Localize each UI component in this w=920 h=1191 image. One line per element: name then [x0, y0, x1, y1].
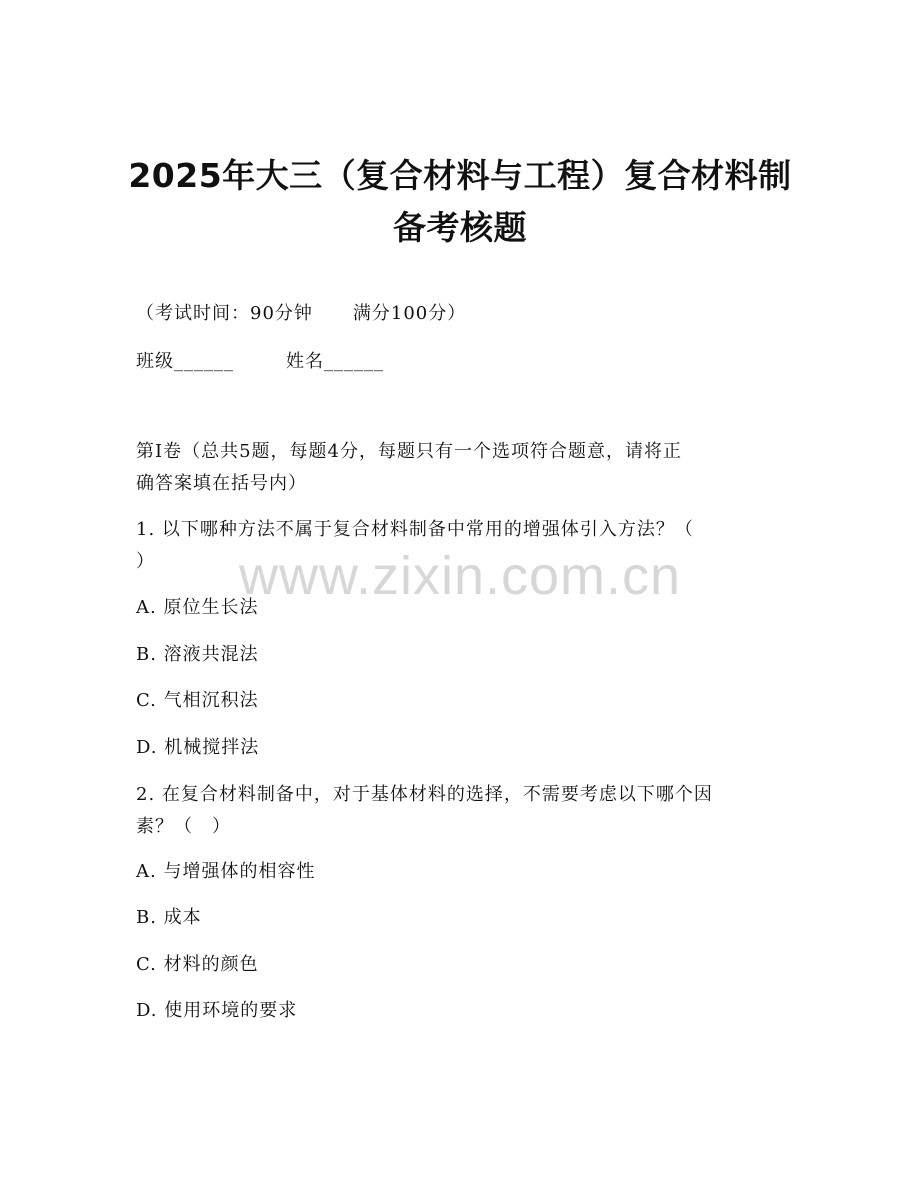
question-1-option-b: B. 溶液共混法 [136, 644, 259, 665]
title-line-1: 2025年大三（复合材料与工程）复合材料制 [128, 156, 792, 195]
class-field: 班级______ [136, 351, 234, 372]
question-2-line-1: 2. 在复合材料制备中，对于基体材料的选择，不需要考虑以下哪个因 [136, 784, 713, 805]
title-line-2: 备考核题 [393, 208, 527, 247]
instruction-line-1: 第I卷（总共5题，每题4分，每题只有一个选项符合题意，请将正 [136, 441, 683, 462]
question-1-option-a: A. 原位生长法 [136, 597, 259, 618]
student-fields [136, 346, 384, 378]
question-1-option-d: D. 机械搅拌法 [136, 737, 260, 758]
question-2-stem [136, 779, 776, 843]
exam-info [136, 298, 466, 330]
question-2-option-a: A. 与增强体的相容性 [136, 861, 316, 882]
exam-full-score: 满分100分） [352, 303, 467, 324]
exam-time: （考试时间：90分钟 [136, 303, 313, 324]
question-2-option-d: D. 使用环境的要求 [136, 1000, 298, 1021]
question-1-line-1: 1. 以下哪种方法不属于复合材料制备中常用的增强体引入方法？（ [136, 519, 694, 540]
question-1-line-2: ） [136, 551, 155, 572]
question-2-line-2: 素？（ ） [136, 816, 231, 837]
question-1-option-c: C. 气相沉积法 [136, 690, 259, 711]
instruction-line-2: 确答案填在括号内） [136, 473, 307, 494]
watermark: www.zixin.com.cn [238, 546, 682, 606]
question-2-option-b: B. 成本 [136, 907, 202, 928]
section-instruction [136, 436, 776, 500]
document-title [0, 150, 920, 254]
question-1-stem [136, 514, 776, 578]
name-field: 姓名______ [286, 351, 384, 372]
question-2-option-c: C. 材料的颜色 [136, 954, 259, 975]
